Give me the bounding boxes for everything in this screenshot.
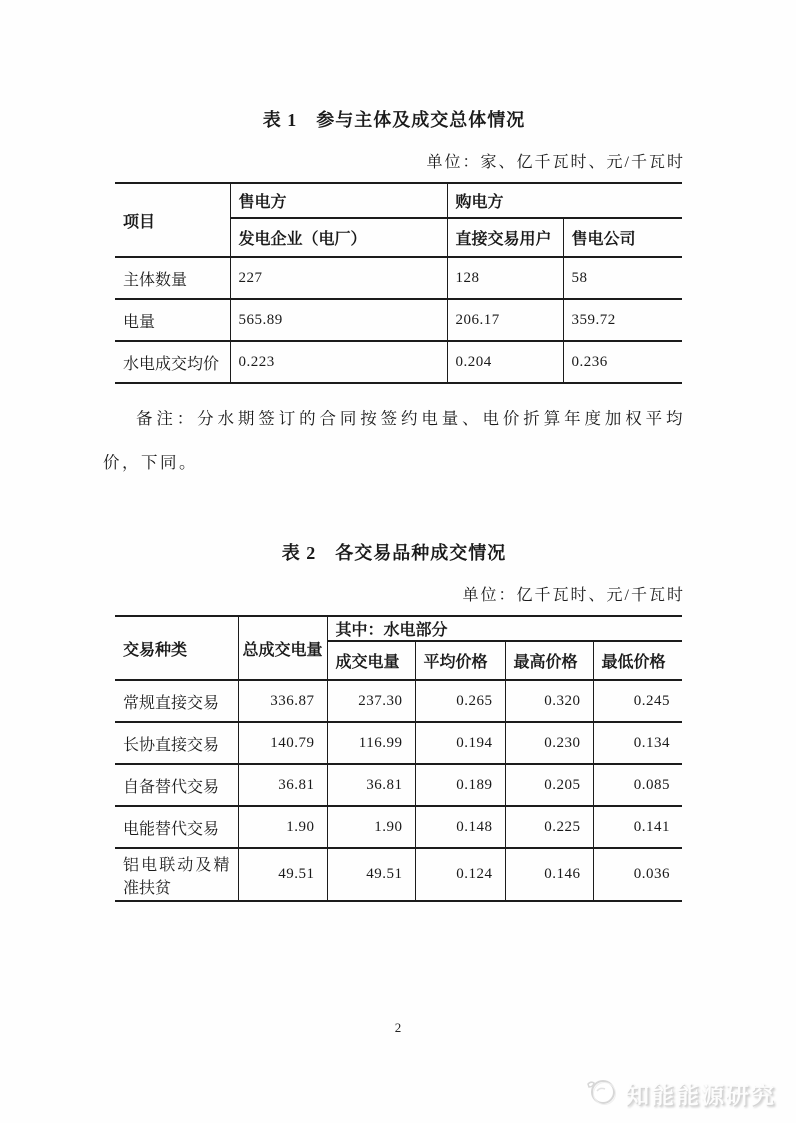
table1-unit-label: 单位：家、亿千瓦时、元/千瓦时 — [426, 154, 685, 171]
value-cell: 0.265 — [415, 680, 505, 722]
value-cell: 36.81 — [327, 764, 415, 806]
value-cell: 49.51 — [327, 848, 415, 901]
value-cell: 0.320 — [505, 680, 593, 722]
value-cell: 0.230 — [505, 722, 593, 764]
value-cell: 0.124 — [415, 848, 505, 901]
header-cell-hydro-group: 其中：水电部分 — [327, 616, 682, 641]
value-cell: 227 — [230, 257, 447, 299]
value-cell: 565.89 — [230, 299, 447, 341]
table-row — [115, 680, 682, 722]
table2-unit-label: 单位：亿千瓦时、元/千瓦时 — [462, 587, 685, 604]
row-label-cell: 电量 — [115, 299, 230, 341]
value-cell: 0.225 — [505, 806, 593, 848]
table1 — [115, 182, 682, 384]
value-cell: 0.204 — [447, 341, 563, 383]
value-cell: 336.87 — [238, 680, 327, 722]
header-cell-trade-type: 交易种类 — [115, 616, 238, 680]
value-cell: 0.245 — [593, 680, 682, 722]
value-cell: 0.146 — [505, 848, 593, 901]
header-cell-min-price: 最低价格 — [593, 641, 682, 680]
value-cell: 0.236 — [563, 341, 682, 383]
table-row — [115, 848, 682, 901]
table-row — [115, 299, 682, 341]
table-row — [115, 806, 682, 848]
value-cell: 58 — [563, 257, 682, 299]
page-number: 2 — [394, 1020, 402, 1035]
value-cell: 0.223 — [230, 341, 447, 383]
value-cell: 0.085 — [593, 764, 682, 806]
table-row — [115, 257, 682, 299]
table1-header-row-1 — [115, 183, 682, 218]
value-cell: 1.90 — [238, 806, 327, 848]
row-label-cell: 电能替代交易 — [115, 806, 238, 848]
value-cell: 140.79 — [238, 722, 327, 764]
row-label-cell: 水电成交均价 — [115, 341, 230, 383]
watermark-text: 知能能源研究 — [626, 1082, 776, 1108]
row-label-cell: 长协直接交易 — [115, 722, 238, 764]
table1-note: 备注：分水期签订的合同按签约电量、电价折算年度加权平均价，下同。 — [103, 409, 685, 472]
header-cell-direct-user: 直接交易用户 — [447, 218, 563, 257]
value-cell: 0.148 — [415, 806, 505, 848]
table-row — [115, 764, 682, 806]
row-label-cell: 自备替代交易 — [115, 764, 238, 806]
table-row — [115, 722, 682, 764]
header-cell-total-volume: 总成交电量 — [238, 616, 327, 680]
header-cell-volume: 成交电量 — [327, 641, 415, 680]
row-label-cell: 常规直接交易 — [115, 680, 238, 722]
table2-title: 表 2 各交易品种成交情况 — [281, 543, 507, 563]
watermark — [584, 1074, 776, 1113]
header-cell-buyer-group: 购电方 — [447, 183, 682, 218]
table1-title: 表 1 参与主体及成交总体情况 — [262, 110, 526, 130]
value-cell: 206.17 — [447, 299, 563, 341]
value-cell: 0.036 — [593, 848, 682, 901]
table2 — [115, 615, 682, 902]
header-cell-avg-price: 平均价格 — [415, 641, 505, 680]
value-cell: 237.30 — [327, 680, 415, 722]
header-cell-retail-company: 售电公司 — [563, 218, 682, 257]
value-cell: 0.194 — [415, 722, 505, 764]
header-cell-generator: 发电企业（电厂） — [230, 218, 447, 257]
header-cell-max-price: 最高价格 — [505, 641, 593, 680]
header-cell-seller-group: 售电方 — [230, 183, 447, 218]
value-cell: 116.99 — [327, 722, 415, 764]
value-cell: 1.90 — [327, 806, 415, 848]
value-cell: 36.81 — [238, 764, 327, 806]
value-cell: 0.189 — [415, 764, 505, 806]
table-row — [115, 341, 682, 383]
row-label-cell: 主体数量 — [115, 257, 230, 299]
value-cell: 0.205 — [505, 764, 593, 806]
page-content — [103, 0, 685, 902]
value-cell: 128 — [447, 257, 563, 299]
brand-logo-icon — [584, 1074, 618, 1113]
table2-header-row-1 — [115, 616, 682, 641]
value-cell: 359.72 — [563, 299, 682, 341]
row-label-cell: 铝电联动及精准扶贫 — [115, 848, 238, 901]
value-cell: 0.134 — [593, 722, 682, 764]
value-cell: 49.51 — [238, 848, 327, 901]
header-cell-item: 项目 — [115, 183, 230, 257]
value-cell: 0.141 — [593, 806, 682, 848]
